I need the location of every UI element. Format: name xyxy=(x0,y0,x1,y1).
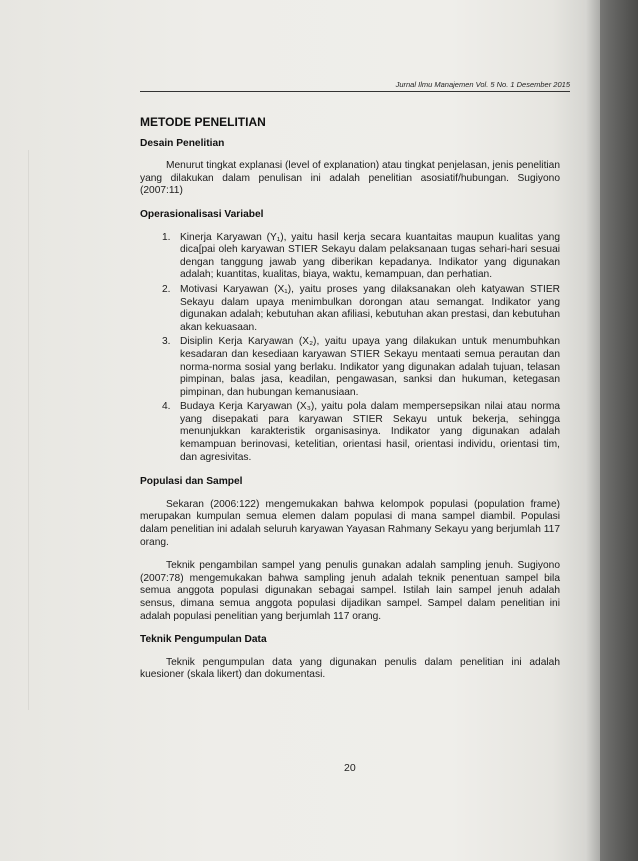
variable-list xyxy=(140,232,560,465)
binding-shadow xyxy=(586,0,638,861)
header-rule xyxy=(140,91,570,92)
teknik-heading: Teknik Pengumpulan Data xyxy=(140,634,267,646)
list-item xyxy=(140,401,560,464)
journal-header: Jurnal Ilmu Manajemen Vol. 5 No. 1 Desember 2015 xyxy=(395,80,570,89)
populasi-paragraph-1: Sekaran (2006:122) mengemukakan bahwa kelompok populasi (population frame) merupakan kumpulan semua elemen dalam populasi di mana sampel diambil. Populasi dalam penelitian ini adalah seluruh karyawan Yayasan Rahmany Sekayu yang berjumlah 117 orang. xyxy=(140,498,560,548)
desain-paragraph: Menurut tingkat explanasi (level of explanation) atau tingkat penjelasan, jenis penelitian yang dilakukan dalam penulisan ini adalah penelitian asosiatif/hubungan. Sugiyono (2007:11) xyxy=(140,160,560,197)
list-text: Disiplin Kerja Karyawan (X₂), yaitu upaya yang dilakukan untuk menumbuhkan kesadaran dan kesediaan karyawan STIER Sekayu mentaati semua perautan dan norma-norma sosial yang berlaku. Indikator yang digunakan adalah tujuan, telasan pimpinan, balas jasa, keadilan, pengawasan, sanksi dan hukuman, ketegasan pimpinan, dan hubungan kemanusiaan. xyxy=(180,336,560,398)
operasionalisasi-heading: Operasionalisasi Variabel xyxy=(140,208,264,220)
list-number: 1. xyxy=(162,231,171,243)
list-text: Budaya Kerja Karyawan (X₃), yaitu pola dalam mempersepsikan nilai atau norma yang disepakati para karyawan STIER Sekayu untuk bekerja, sehingga menunjukkan karakteristik organisasinya. Indikator yang digunakan adalah kemampuan berinovasi, ketelitian, orientasi hasil, orientasi individu, orientasi tim, dan agresivitas. xyxy=(180,401,560,463)
list-number: 2. xyxy=(162,283,171,295)
desain-heading: Desain Penelitian xyxy=(140,137,225,149)
list-item xyxy=(140,232,560,282)
page-content xyxy=(140,116,560,682)
list-item xyxy=(140,336,560,399)
list-text: Kinerja Karyawan (Y₁), yaitu hasil kerja secara kuantaitas maupun kualitas yang dica[pai oleh karyawan STIER Sekayu dalam pelaksanaan tugas sehari-hari sesuai dengan tanggung jawab yang diberikan kepadanya. Indikator yang digunakan adalah; kuantitas, kualitas, biaya, waktu, kemampuan, dan perhatian. xyxy=(180,231,560,281)
teknik-paragraph: Teknik pengumpulan data yang digunakan penulis dalam penelitian ini adalah kuesioner (skala likert) dan dokumentasi. xyxy=(140,656,560,681)
bleed-line xyxy=(28,150,29,710)
list-number: 3. xyxy=(162,336,171,348)
list-text: Motivasi Karyawan (X₁), yaitu proses yang dilaksanakan oleh katyawan STIER Sekayu dalam upaya menimbulkan dorongan atau semangat. Indikator yang digunakan adalah; kebutuhan akan afiliasi, kebutuhan akan prestasi, dan kebutuhan akan kekuasaan. xyxy=(180,283,560,333)
section-title: METODE PENELITIAN xyxy=(140,115,266,129)
populasi-paragraph-2: Teknik pengambilan sampel yang penulis gunakan adalah sampling jenuh. Sugiyono (2007:78) mengemukakan bahwa sampling jenuh adalah teknik penentuan sampel bila semua anggota populasi digunakan sebagai sampel. Istilah lain sampel jenuh adalah sensus, dimana semua anggota populasi dijadikan sampel. Sampel dalam penelitian ini adalah populasi penelitian yang berjumlah 117 orang. xyxy=(140,560,560,622)
page-number: 20 xyxy=(344,762,356,774)
populasi-heading: Populasi dan Sampel xyxy=(140,476,243,488)
list-number: 4. xyxy=(162,401,171,413)
list-item xyxy=(140,284,560,334)
